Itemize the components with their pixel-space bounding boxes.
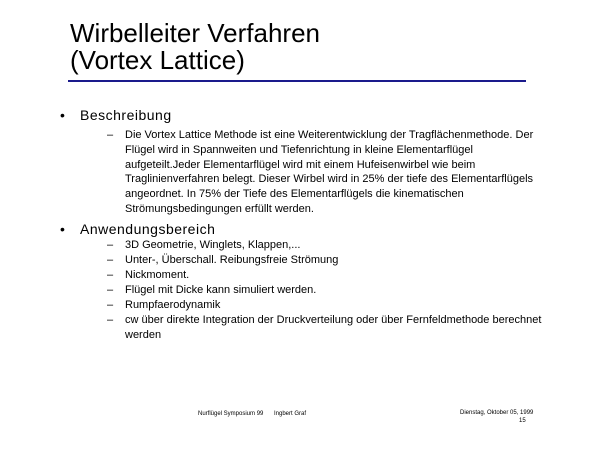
section-heading: Beschreibung	[80, 107, 172, 123]
bullet-icon: •	[60, 221, 65, 237]
dash-icon: –	[107, 314, 114, 326]
dash-icon: –	[107, 269, 114, 281]
dash-icon: –	[107, 299, 114, 311]
footer-page-number: 15	[519, 418, 526, 424]
dash-icon: –	[107, 284, 114, 296]
list-item-text: Nickmoment.	[125, 269, 190, 281]
dash-icon: –	[107, 129, 114, 141]
slide-title	[70, 20, 530, 74]
description-item	[107, 128, 545, 217]
list-item-text: Rumpfaerodynamik	[125, 299, 221, 311]
section-heading: Anwendungsbereich	[80, 221, 216, 237]
bullet-icon: •	[60, 107, 65, 123]
dash-icon: –	[107, 254, 114, 266]
list-item-text: cw über direkte Integration der Druckverteilung oder über Fernfeldmethode berechnet werden	[125, 314, 542, 341]
title-underline	[68, 80, 526, 82]
footer-author: Ingbert Graf	[274, 411, 307, 417]
dash-icon: –	[107, 239, 114, 251]
list-item-text: Unter-, Überschall. Reibungsfreie Strömung	[125, 254, 339, 266]
slide-title-line2: (Vortex Lattice)	[70, 45, 245, 75]
footer-event: Nurflügel Symposium 99	[198, 411, 264, 417]
description-text: Die Vortex Lattice Methode ist eine Weiterentwicklung der Tragflächenmethode. Der Flügel wird in Spannweiten und Tiefenrichtung in kleine Elementarflügel aufgeteilt.Jeder Elementarflügel wird mit einem Hufeisenwirbel wie beim Traglinienverfahren belegt. Dieser Wirbel wird in 25% der tiefe des Elementarflügels angeordnet. In 75% der Tiefe des Elementarflügels die kinematischen Strömungsbedingungen erfüllt werden.	[125, 129, 534, 215]
list-item-text: 3D Geometrie, Winglets, Klappen,...	[125, 239, 301, 251]
bullet-beschreibung	[60, 107, 172, 123]
footer-date: Dienstag, Oktober 05, 1999	[460, 410, 534, 416]
slide-title-line1: Wirbelleiter Verfahren	[70, 18, 320, 48]
list-item-text: Flügel mit Dicke kann simuliert werden.	[125, 284, 317, 296]
bullet-anwendungsbereich	[60, 221, 215, 237]
